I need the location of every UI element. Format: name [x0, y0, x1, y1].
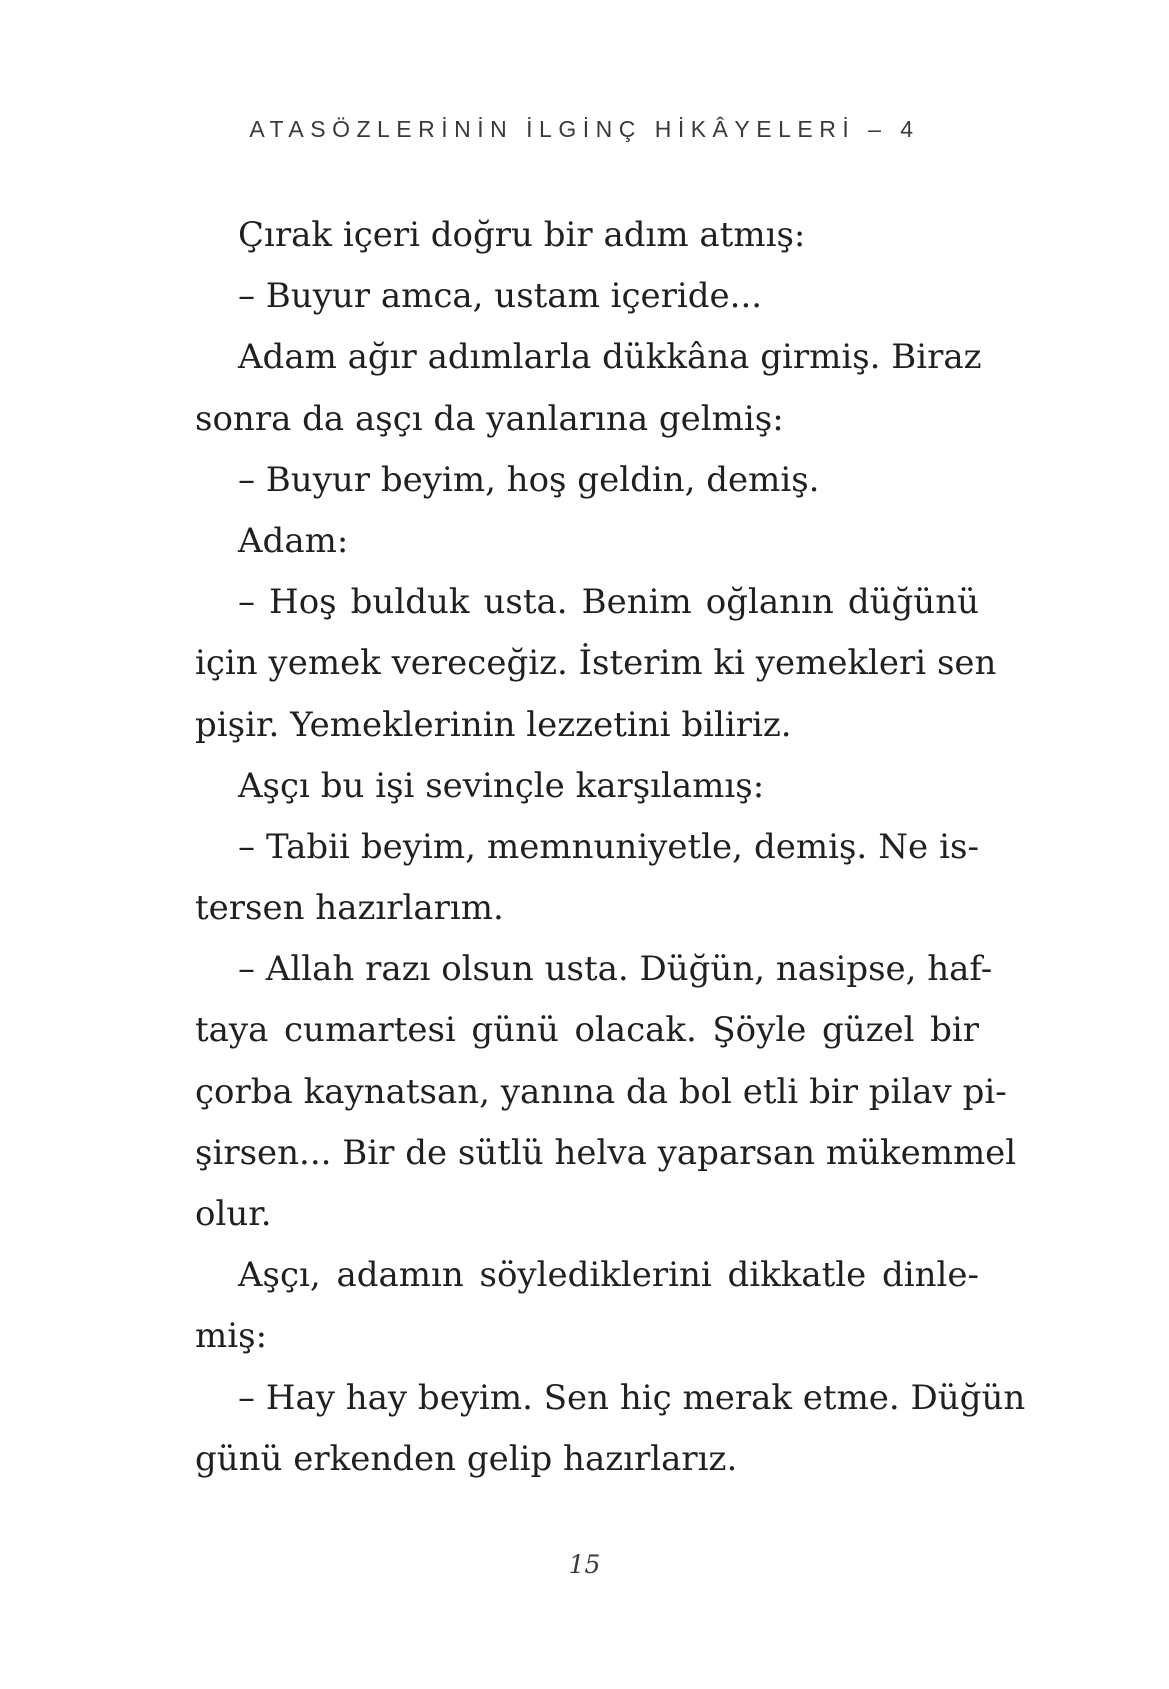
- text-line: pişir. Yemeklerinin lezzetini biliriz.: [195, 704, 792, 745]
- text-line: – Hoş bulduk usta. Benim oğlanın düğünü: [238, 582, 979, 623]
- text-line: günü erkenden gelip hazırlarız.: [195, 1438, 738, 1479]
- text-line: Adam:: [238, 520, 349, 561]
- text-line: – Tabii beyim, memnuniyetle, demiş. Ne is-: [238, 826, 979, 867]
- text-line: tersen hazırlarım.: [195, 888, 504, 929]
- text-line: için yemek vereceğiz. İsterim ki yemekleri sen: [195, 643, 997, 684]
- text-line: – Allah razı olsun usta. Düğün, nasipse, haf-: [238, 949, 993, 990]
- text-line: taya cumartesi günü olacak. Şöyle güzel bir: [195, 1010, 979, 1051]
- body-text: [195, 205, 1026, 1490]
- page-number: 15: [568, 1550, 601, 1579]
- text-line: Aşçı, adamın söylediklerini dikkatle dinle-: [238, 1255, 979, 1296]
- running-header: ATASÖZLERİNİN İLGİNÇ HİKÂYELERİ – 4: [249, 116, 920, 142]
- text-line: – Buyur amca, ustam içeride...: [238, 276, 763, 317]
- text-line: şirsen... Bir de sütlü helva yaparsan mükemmel: [195, 1132, 1017, 1173]
- text-line: – Hay hay beyim. Sen hiç merak etme. Düğün: [238, 1377, 1026, 1418]
- text-line: Adam ağır adımlarla dükkâna girmiş. Biraz: [238, 337, 982, 378]
- text-line: – Buyur beyim, hoş geldin, demiş.: [238, 459, 820, 500]
- text-line: sonra da aşçı da yanlarına gelmiş:: [195, 398, 784, 439]
- text-line: olur.: [195, 1194, 272, 1234]
- text-line: çorba kaynatsan, yanına da bol etli bir pilav pi-: [195, 1071, 1007, 1112]
- text-line: miş:: [195, 1316, 268, 1357]
- text-line: Aşçı bu işi sevinçle karşılamış:: [238, 765, 765, 806]
- text-line: Çırak içeri doğru bir adım atmış:: [238, 215, 806, 255]
